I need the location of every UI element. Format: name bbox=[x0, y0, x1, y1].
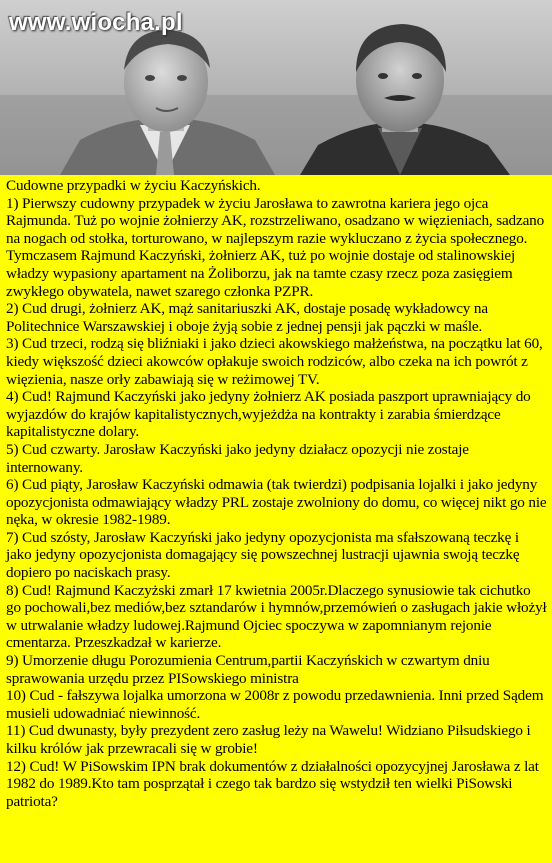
header-photo bbox=[0, 0, 552, 175]
article-paragraph: 2) Cud drugi, żołnierz AK, mąż sanitariuszki AK, dostaje posadę wykładowcy na Politechnice Warszawskiej i oboje żyją sobie z jednej pensji jak pączki w maśle. bbox=[6, 300, 488, 335]
article-paragraph: 5) Cud czwarty. Jarosław Kaczyński jako jedyny działacz opozycji nie zostaje internowany. bbox=[6, 440, 469, 476]
article-paragraph: 12) Cud! W PiSowskim IPN brak dokumentów z działalności opozycyjnej Jarosława z lat 1982 do 1989.Kto tam posprzątał i czego tak bardzo się wstydził ten wielki PiSowski patriota? bbox=[6, 757, 539, 810]
article-paragraph: 9) Umorzenie długu Porozumienia Centrum,partii Kaczyńskich w czwartym dniu sprawowania urzędu przez PISowskiego ministra bbox=[6, 652, 490, 687]
article-title: Cudowne przypadki w życiu Kaczyńskich. bbox=[6, 177, 261, 194]
article-paragraph: 7) Cud szósty, Jarosław Kaczyński jako jedyny opozycjonista ma sfałszowaną teczkę i jako jedyny opozycjonista domagający się powszechnej lustracji ujawnia swoją teczkę dopiero po naciskach prasy. bbox=[6, 528, 520, 582]
article-paragraph: 6) Cud piąty, Jarosław Kaczyński odmawia (tak twierdzi) podpisania lojalki i jako jedyny opozycjonista odmawiający władzy PRL zostaje zwolniony do domu, co więcej nikt go nie nęka, w okresie 1982-1989. bbox=[6, 476, 547, 529]
article-paragraph: 4) Cud! Rajmund Kaczyński jako jedyny żołnierz AK posiada paszport uprawniający do wyjazdów do krajów kapitalistycznych,wyjeżdża na kontrakty i zarabia śmierdzące kapitalistyczne dolary. bbox=[6, 388, 531, 441]
article-paragraph: 11) Cud dwunasty, były prezydent zero zasług leży na Wawelu! Widziano Piłsudskiego i kilku królów jak przewracali się w grobie! bbox=[6, 722, 531, 757]
article-paragraph: 1) Pierwszy cudowny przypadek w życiu Jarosława to zawrotna kariera jego ojca Rajmunda. Tuż po wojnie żołnierzy AK, rozstrzeliwano, osadzano w więzieniach, sadzano na nogach od stołka, torturowano, w najlepszym razie wykluczano z życia społecznego. Tymczasem Rajmund Kaczyński, żołnierz AK, tuż po wojnie dostaje od stalinowskiej władzy wypasiony apartament na Żoliborzu, jak na tamte czasy rzecz poza zasięgiem zwykłego obywatela, nawet szarego członka PZPR. bbox=[6, 194, 545, 300]
article-paragraph: 8) Cud! Rajmund Kaczyżski zmarł 17 kwietnia 2005r.Dlaczego synusiowie tak cichutko go pochowali,bez mediów,bez sztandarów i hymnów,przemówień o zasługach jakie włożył w utrwalanie władzy ludowej.Rajmund Ojciec spoczywa w zapomnianym rejonie cmentarza. Przeszkadzał w karierze. bbox=[6, 581, 547, 652]
article-paragraph: 10) Cud - fałszywa lojalka umorzona w 2008r z powodu przedawnienia. Inni przed Sądem musieli udowadniać niewinność. bbox=[6, 687, 544, 722]
article-paragraph: 3) Cud trzeci, rodzą się bliźniaki i jako dzieci akowskiego małżeństwa, na początku lat 60, kiedy większość dzieci akowców opłakuje swoich rodziców, albo czeka na ich powrót z więzienia, nasze orły zabawiają się w reżimowej TV. bbox=[6, 335, 543, 388]
watermark-logo: www.wiocha.pl bbox=[9, 9, 183, 36]
article-text bbox=[6, 177, 548, 810]
